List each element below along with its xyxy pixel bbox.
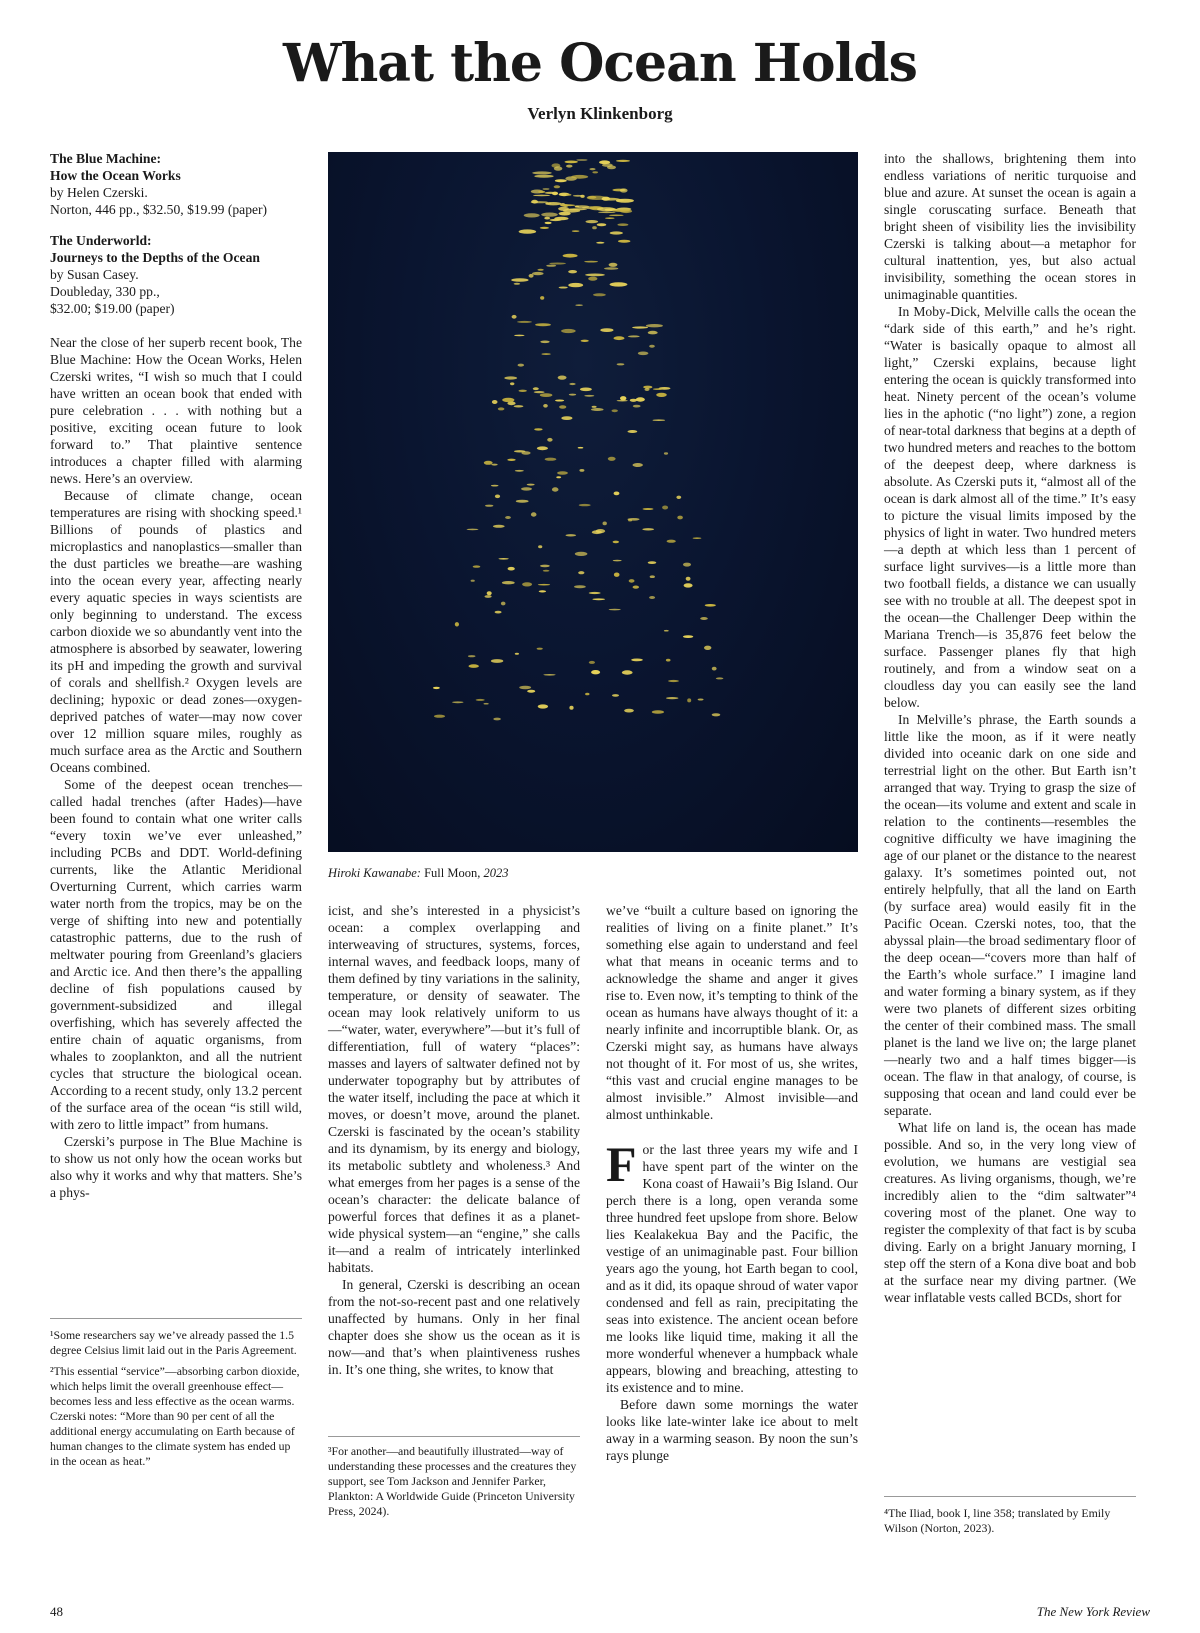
- light-fleck: [519, 229, 536, 233]
- light-fleck: [684, 583, 693, 587]
- light-fleck: [455, 622, 459, 626]
- light-fleck: [552, 192, 558, 196]
- light-fleck: [646, 324, 663, 327]
- light-fleck: [569, 383, 575, 385]
- light-fleck: [575, 552, 588, 556]
- light-fleck: [604, 267, 618, 270]
- light-fleck: [540, 393, 553, 397]
- light-fleck: [527, 484, 535, 486]
- light-fleck: [618, 240, 630, 243]
- light-fleck: [581, 340, 589, 342]
- light-fleck: [633, 463, 643, 467]
- light-fleck: [529, 274, 534, 278]
- light-fleck: [574, 585, 586, 588]
- light-fleck: [716, 677, 724, 679]
- light-fleck: [612, 409, 618, 412]
- light-fleck: [677, 516, 683, 520]
- light-fleck: [538, 584, 550, 586]
- light-fleck: [545, 222, 552, 224]
- light-fleck: [596, 242, 604, 244]
- light-fleck: [545, 202, 561, 205]
- paragraph: into the shallows, brightening them into endless variations of neritic turquoise and blue and azure. At sunset the ocean is again a single coruscating surface. Beneath that bright sheen of visibility lies the invisibility Czerski is talking about—a metaphor for cultural inattention, yes, but also actual invisibility, something the ocean stores in unimaginable quantities.: [884, 151, 1136, 302]
- light-fleck: [537, 446, 548, 450]
- light-fleck: [558, 376, 567, 380]
- light-fleck: [543, 570, 550, 572]
- light-fleck: [546, 265, 556, 267]
- light-fleck: [539, 590, 546, 592]
- light-fleck: [585, 274, 605, 277]
- light-fleck: [591, 670, 600, 674]
- paragraph: Near the close of her superb recent book, The Blue Machine: How the Ocean Works, Helen Czerski writes, “I wish so much that I could have written an ocean book that ended with pure celebration . . . with nothing but a positive, exciting ocean future to look forward to.” That plaintive sentence introduces a chapter filled with alarming news. Here’s an overview.: [50, 335, 302, 486]
- light-fleck: [586, 220, 599, 223]
- light-fleck: [668, 680, 679, 682]
- light-fleck: [576, 159, 587, 161]
- light-fleck: [487, 591, 492, 595]
- book-publisher: Doubleday, 330 pp.,: [50, 284, 160, 299]
- light-fleck: [560, 204, 575, 206]
- light-fleck: [628, 335, 640, 337]
- paragraph: Czerski’s purpose in The Blue Machine is to show us not only how the ocean works but also why it works and why that matters. She’s a phys-: [50, 1134, 302, 1200]
- light-fleck: [569, 394, 576, 396]
- light-fleck: [534, 391, 545, 393]
- light-fleck: [518, 364, 524, 367]
- paragraph: icist, and she’s interested in a physicist’s ocean: a complex overlapping and interweaving of structures, systems, forces, internal waves, and feedback loops, many of them defined by tiny variations in the salinity, temperature, or density of seawater. The ocean may look relatively uniform to us—“water, water, everywhere”—but it’s full of differentiation, full of watery “places”: masses and layers of saltwater defined not by underwater topography but by attributes of the water itself, including the pace at which it moves, or doesn’t move, around the planet. Czerski is fascinated by the ocean’s stability and its dynamism, by its energy and biology, its metabolic subtlety and wholeness.³ And what emerges from her pages is a sense of the ocean’s character: the delicate balance of powerful forces that defines it as a planet-wide physical system—an “engine,” she calls it—and a realm of intricately interlinked habitats.: [328, 903, 580, 1275]
- light-fleck: [517, 321, 532, 323]
- light-fleck: [559, 287, 568, 289]
- light-fleck: [473, 565, 481, 567]
- light-fleck: [515, 470, 524, 472]
- book-price: $32.00; $19.00 (paper): [50, 301, 175, 316]
- light-fleck: [467, 529, 479, 531]
- light-fleck: [616, 160, 630, 162]
- book-subtitle: How the Ocean Works: [50, 168, 181, 183]
- light-fleck: [556, 476, 561, 478]
- book-subtitle: Journeys to the Depths of the Ocean: [50, 250, 260, 265]
- light-fleck: [613, 541, 619, 544]
- light-fleck: [491, 485, 499, 487]
- light-fleck: [580, 195, 584, 198]
- light-fleck: [645, 388, 650, 391]
- light-fleck: [468, 655, 476, 657]
- light-fleck: [505, 516, 511, 519]
- light-fleck: [538, 191, 545, 193]
- book-author: by Helen Czerski.: [50, 185, 148, 200]
- light-fleck: [712, 713, 721, 716]
- light-fleck: [531, 201, 548, 203]
- light-fleck: [566, 534, 577, 536]
- light-fleck: [664, 630, 669, 632]
- light-fleck: [537, 648, 543, 650]
- light-fleck: [648, 331, 658, 335]
- light-fleck: [552, 487, 559, 491]
- light-fleck: [561, 416, 572, 420]
- light-fleck: [649, 596, 655, 599]
- light-fleck: [434, 715, 445, 718]
- light-fleck: [565, 161, 578, 164]
- light-fleck: [516, 500, 529, 503]
- light-fleck: [537, 269, 543, 271]
- light-fleck: [578, 447, 584, 449]
- light-fleck: [593, 293, 606, 296]
- light-fleck: [533, 387, 539, 390]
- book-title: The Blue Machine:: [50, 151, 162, 166]
- light-fleck: [543, 674, 555, 676]
- light-fleck: [515, 653, 519, 655]
- light-fleck: [643, 508, 654, 510]
- light-fleck: [592, 171, 598, 173]
- light-fleck: [584, 395, 594, 397]
- light-fleck: [510, 382, 514, 385]
- light-fleck: [571, 175, 588, 179]
- light-fleck: [504, 376, 517, 379]
- light-fleck: [566, 165, 572, 168]
- light-fleck: [633, 586, 639, 589]
- image-caption: [328, 866, 508, 881]
- light-fleck: [624, 709, 634, 713]
- light-fleck: [589, 661, 595, 664]
- light-fleck: [559, 405, 566, 408]
- light-fleck: [609, 263, 618, 267]
- light-fleck: [532, 171, 552, 174]
- light-fleck: [607, 166, 616, 170]
- footnote: ¹Some researchers say we’ve already passed the 1.5 degree Celsius limit laid out in the Paris Agreement.: [50, 1328, 297, 1357]
- light-fleck: [610, 231, 623, 234]
- light-fleck: [598, 212, 616, 214]
- light-fleck: [559, 212, 571, 216]
- light-fleck: [485, 505, 493, 507]
- light-fleck: [493, 718, 501, 721]
- light-fleck: [566, 194, 571, 196]
- light-fleck: [578, 571, 584, 574]
- light-fleck: [572, 230, 580, 232]
- light-fleck: [620, 209, 632, 213]
- light-fleck: [667, 540, 676, 543]
- light-fleck: [554, 166, 562, 170]
- light-fleck: [589, 592, 601, 594]
- footnotes-col4: [884, 1506, 1136, 1542]
- footnote-rule: [884, 1496, 1136, 1497]
- light-fleck: [540, 565, 550, 568]
- paragraph-dropcap: [606, 1136, 858, 1396]
- light-fleck: [653, 419, 666, 421]
- light-fleck: [493, 525, 505, 528]
- paragraph: In Moby-Dick, Melville calls the ocean the “dark side of this earth,” and he’s right. “Water is basically opaque to almost all light,” Czerski explains, because light entering the ocean is quickly transformed into heat. Ninety percent of the ocean’s volume lies in the aphotic (“no light”) zone, a region of near-total darkness that begins at a depth of two hundred meters and reaches to the bottom of the deepest deep, where darkness is absolute. As Czerski puts it, “almost all of the ocean is dark almost all of the time.” It’s easy to picture the visual limits imposed by the physics of light in water. Two hundred meters—a depth at which less than 1 percent of surface light survives—is a little more than two football fields, a distance we can usually see with no trouble at all. The deepest spot in the ocean—the Challenger Deep within the Mariana Trench—is 35,876 feet below the surface. Passenger planes fly that high routinely, and from a window seat on a cloudless day you can easily see the land below.: [884, 304, 1136, 710]
- light-fleck: [527, 690, 535, 693]
- light-fleck: [531, 512, 537, 516]
- paragraph: In general, Czerski is describing an ocean from the not-so-recent past and one relatively unaffected by humans. Only in her final chapter does she show us the ocean as it is now—and that’s when plaintiveness rushes in. It’s one thing, she writes, to know that: [328, 1277, 580, 1377]
- column-4: [884, 150, 1136, 1306]
- artwork-full-moon: [328, 152, 858, 852]
- light-fleck: [554, 185, 560, 188]
- column-2: [328, 902, 580, 1378]
- paragraph: we’ve “built a culture based on ignoring the realities of living on a finite planet.” It’s something else again to understand and feel what that means in oceanic terms and to acknowledge the shame and anger it gives rise to. Even now, it’s tempting to think of the ocean as humans have always thought of it: a nearly infinite and incorruptible blank. Or, as Czerski might say, as humans have always not thought of it. For most of us, she writes, “this vast and crucial engine manages to be almost invisible.” Almost invisible—and almost unthinkable.: [606, 903, 858, 1122]
- light-fleck: [495, 611, 502, 614]
- footnotes-col2: [328, 1444, 580, 1525]
- light-fleck: [579, 504, 591, 506]
- light-fleck: [614, 492, 620, 496]
- page-number: 48: [50, 1604, 63, 1619]
- light-fleck: [584, 261, 598, 263]
- light-fleck: [549, 219, 561, 221]
- drop-cap: F: [606, 1136, 637, 1192]
- light-fleck: [612, 694, 619, 697]
- light-fleck: [534, 428, 542, 430]
- light-fleck: [508, 567, 515, 571]
- paragraph: Some of the deepest ocean trenches—called hadal trenches (after Hades)—have been found to contain what one writer calls “every toxin we’ve ever unleashed,” including PCBs and DDT. World-defining currents, like the Atlantic Meridional Overturning Current, which carries warm water north from the tropics, may be on the verge of shifting into new and potentially catastrophic patterns, due to the rush of meltwater pouring from Greenland’s glaciers and Arctic ice. And then there’s the appalling decline of fish populations caused by government-subsidized and illegal overfishing, which has severely affected the entire chain of aquatic organisms, from whales to zooplankton, and all the nutrient cycles that structure the biological ocean. According to a recent study, only 13.2 percent of the surface area of the ocean “is still wild, with zero to little impact” from humans.: [50, 777, 302, 1132]
- light-fleck: [580, 388, 592, 392]
- paragraph-text: or the last three years my wife and I have spent part of the winter on the Kona coast of Hawaii’s Big Island. Our perch there is a long, open veranda some three hundred feet upslope from shore. Below lies Kealakekua Bay and the Pacific, the vestige of an unimaginable past. Four billion years ago the young, hot Earth began to cool, and as it did, its opaque shroud of water vapor condensed and fell as rain, precipitating the seas into existence. The ancient ocean before me looks like liquid time, making it all the more wonderful whenever a humpback whale appears, blowing and breaching, attesting to its existence and to mine.: [606, 1142, 858, 1395]
- light-fleck: [712, 667, 717, 671]
- light-fleck: [558, 207, 569, 211]
- light-fleck: [498, 558, 508, 560]
- paragraph: Because of climate change, ocean temperatures are rising with shocking speed.¹ Billions of pounds of plastics and microplastics and nanoplastics—smaller than the dust particles we breathe—are washing into the ocean every year, affecting nearly every aquatic species in ways scientists are only beginning to understand. The excess carbon dioxide we so abundantly vent into the atmosphere is absorbed by seawater, lowering its pH and impeding the growth and survival of corals and shellfish.² Oxygen levels are declining; hypoxic or dead zones—oxygen-deprived patches of water—may now cover over 12 million square miles, roughly as much surface area as the Arctic and Southern Oceans combined.: [50, 488, 302, 775]
- light-fleck: [588, 277, 597, 281]
- light-fleck: [501, 602, 506, 606]
- light-fleck: [592, 226, 597, 229]
- light-fleck: [638, 352, 649, 356]
- light-fleck: [666, 659, 671, 662]
- light-fleck: [543, 188, 550, 190]
- light-fleck: [596, 529, 605, 533]
- book-author: by Susan Casey.: [50, 267, 139, 282]
- light-fleck: [514, 335, 525, 337]
- light-fleck: [568, 270, 577, 273]
- light-fleck: [617, 400, 628, 402]
- light-fleck: [589, 168, 595, 170]
- moon-reflection-graphic: [328, 152, 858, 852]
- light-fleck: [561, 329, 576, 333]
- author-byline: Verlyn Klinkenborg: [527, 104, 673, 123]
- light-fleck: [597, 223, 607, 226]
- light-fleck: [686, 577, 691, 581]
- section-break: [606, 1123, 858, 1141]
- column-3: [606, 902, 858, 1464]
- light-fleck: [603, 522, 607, 526]
- light-fleck: [519, 390, 527, 392]
- column-1: [50, 334, 302, 1201]
- footnote: ³For another—and beautifully illustrated—way of understanding these processes and the creatures they support, see Tom Jackson and Jennifer Parker, Plankton: A Worldwide Guide (Princeton University Press, 2024).: [328, 1444, 577, 1518]
- light-fleck: [512, 315, 517, 319]
- light-fleck: [538, 704, 548, 708]
- light-fleck: [664, 452, 668, 454]
- light-fleck: [683, 635, 693, 638]
- light-fleck: [484, 461, 493, 465]
- light-fleck: [555, 400, 564, 402]
- book-entry: [50, 232, 302, 317]
- light-fleck: [471, 580, 475, 582]
- paragraph: In Melville’s phrase, the Earth sounds a little like the moon, as if it were neatly divided into oceanic dark on one side and terrestrial light on the other. But Earth isn’t arranged that way. Trying to grasp the size of the ocean—its volume and extent and scale in relation to the continents—resembles the cognitive difficulty we have imagining the age of our planet or the distance to the nearest galaxy. It’s sometimes pointed out, not entirely helpfully, that all the land on Earth (by surface area) would easily fit in the Pacific Ocean. Czerski notes, too, that the abyssal plain—the broad sedimentary floor of the deep ocean—“covers more than half of the Earth’s whole surface.” I imagine land and water forming a binary system, as if they were two planets of different sizes orbiting the center of their combined mass. The small planet is the land we live on; the large planet—nearly two and a half times bigger—is ocean. The flaw in that analogy, of course, is supposing that ocean and land could ever be separate.: [884, 712, 1136, 1118]
- footnotes-col1: [50, 1328, 302, 1475]
- caption-work: Full Moon,: [424, 866, 481, 880]
- paragraph: What life on land is, the ocean has made possible. And so, in the very long view of evolution, we humans are vestigial sea creatures. As living organisms, though, we’re incredibly alien to the “dim saltwater”⁴ covering most of the planet. One way to register the complexity of that fact is by scuba diving. Early on a bright January morning, I step off the stern of a Kona dive boat and bob at the surface near my diving partner. (We wear inflatable vests called BCDs, short for: [884, 1120, 1136, 1305]
- light-fleck: [693, 537, 702, 539]
- light-fleck: [617, 223, 628, 226]
- light-fleck: [555, 179, 567, 182]
- light-fleck: [605, 217, 615, 219]
- light-fleck: [648, 561, 657, 564]
- light-fleck: [433, 687, 440, 689]
- light-fleck: [541, 213, 558, 217]
- light-fleck: [498, 407, 505, 410]
- light-fleck: [609, 609, 621, 611]
- light-fleck: [524, 213, 540, 217]
- light-fleck: [568, 283, 583, 287]
- light-fleck: [544, 217, 550, 220]
- light-fleck: [629, 579, 635, 583]
- light-fleck: [614, 336, 625, 340]
- light-fleck: [547, 438, 552, 442]
- light-fleck: [609, 215, 624, 217]
- book-title: The Underworld:: [50, 233, 152, 248]
- light-fleck: [704, 646, 711, 650]
- light-fleck: [650, 575, 655, 578]
- paragraph: Before dawn some mornings the water looks like late-winter lake ice about to melt away in a warming season. By noon the sun’s rays plunge: [606, 1397, 858, 1463]
- light-fleck: [649, 345, 655, 348]
- light-fleck: [592, 598, 605, 600]
- book-publisher: Norton, 446 pp., $32.50, $19.99 (paper): [50, 202, 268, 217]
- light-fleck: [502, 581, 515, 584]
- light-fleck: [653, 388, 663, 390]
- light-fleck: [620, 188, 628, 192]
- light-fleck: [485, 595, 492, 598]
- light-fleck: [452, 701, 463, 703]
- light-fleck: [541, 353, 550, 355]
- light-fleck: [484, 703, 489, 705]
- light-fleck: [545, 458, 557, 461]
- light-fleck: [492, 400, 498, 404]
- light-fleck: [631, 659, 643, 662]
- light-fleck: [683, 563, 691, 567]
- publication-name: The New York Review: [1036, 1604, 1150, 1619]
- light-fleck: [543, 404, 548, 408]
- light-fleck: [620, 396, 626, 400]
- light-fleck: [592, 406, 597, 408]
- light-fleck: [511, 278, 528, 282]
- caption-year: 2023: [483, 866, 509, 880]
- light-fleck: [569, 706, 573, 710]
- light-fleck: [514, 283, 521, 285]
- light-fleck: [608, 457, 616, 461]
- light-fleck: [521, 487, 532, 490]
- light-fleck: [579, 469, 584, 472]
- light-fleck: [656, 393, 667, 397]
- light-fleck: [616, 199, 634, 203]
- light-fleck: [491, 659, 503, 663]
- light-fleck: [662, 506, 668, 510]
- light-fleck: [549, 263, 566, 265]
- light-fleck: [700, 617, 708, 620]
- light-fleck: [495, 495, 500, 499]
- footnote-rule: [328, 1436, 580, 1437]
- light-fleck: [652, 710, 664, 714]
- caption-artist: Hiroki Kawanabe:: [328, 866, 421, 880]
- light-fleck: [687, 698, 691, 702]
- light-fleck: [538, 545, 542, 548]
- light-fleck: [522, 582, 532, 586]
- light-fleck: [628, 430, 638, 433]
- light-fleck: [491, 464, 497, 466]
- light-fleck: [591, 408, 604, 411]
- light-fleck: [519, 686, 531, 689]
- light-fleck: [600, 328, 613, 332]
- light-fleck: [563, 254, 578, 258]
- light-fleck: [632, 326, 648, 328]
- light-fleck: [622, 670, 633, 674]
- light-fleck: [633, 405, 641, 408]
- light-fleck: [534, 175, 553, 178]
- light-fleck: [614, 573, 620, 577]
- light-fleck: [540, 296, 544, 300]
- light-fleck: [469, 664, 479, 668]
- light-fleck: [535, 323, 551, 326]
- light-fleck: [613, 560, 622, 562]
- footnote-rule: [50, 1318, 302, 1319]
- light-fleck: [507, 459, 515, 461]
- light-fleck: [636, 397, 645, 401]
- light-fleck: [532, 272, 544, 275]
- light-fleck: [533, 195, 550, 197]
- footnote: ⁴The Iliad, book I, line 358; translated by Emily Wilson (Norton, 2023).: [884, 1506, 1111, 1535]
- light-fleck: [514, 405, 524, 407]
- light-fleck: [698, 699, 704, 701]
- light-fleck: [630, 399, 637, 402]
- light-fleck: [557, 471, 568, 474]
- light-fleck: [642, 528, 654, 530]
- light-fleck: [514, 450, 526, 452]
- light-fleck: [617, 363, 625, 365]
- light-fleck: [627, 518, 639, 521]
- light-fleck: [540, 227, 549, 229]
- book-entry: [50, 150, 302, 218]
- light-fleck: [666, 697, 678, 699]
- light-fleck: [502, 398, 514, 402]
- book-list: [50, 150, 302, 331]
- light-fleck: [610, 282, 628, 286]
- footnote: ²This essential “service”—absorbing carbon dioxide, which helps limit the overall greenhouse effect—becomes less and less effective as the ocean warms. Czerski notes: “More than 90 per cent of all the additional energy accumulating on Earth because of human changes to the climate system has ended up in the ocean as heat.”: [50, 1364, 300, 1468]
- light-fleck: [585, 693, 589, 696]
- light-fleck: [476, 699, 485, 701]
- light-fleck: [705, 604, 716, 607]
- light-fleck: [575, 304, 583, 306]
- article-title: What the Ocean Holds: [283, 33, 917, 94]
- light-fleck: [676, 496, 681, 499]
- light-fleck: [540, 341, 549, 344]
